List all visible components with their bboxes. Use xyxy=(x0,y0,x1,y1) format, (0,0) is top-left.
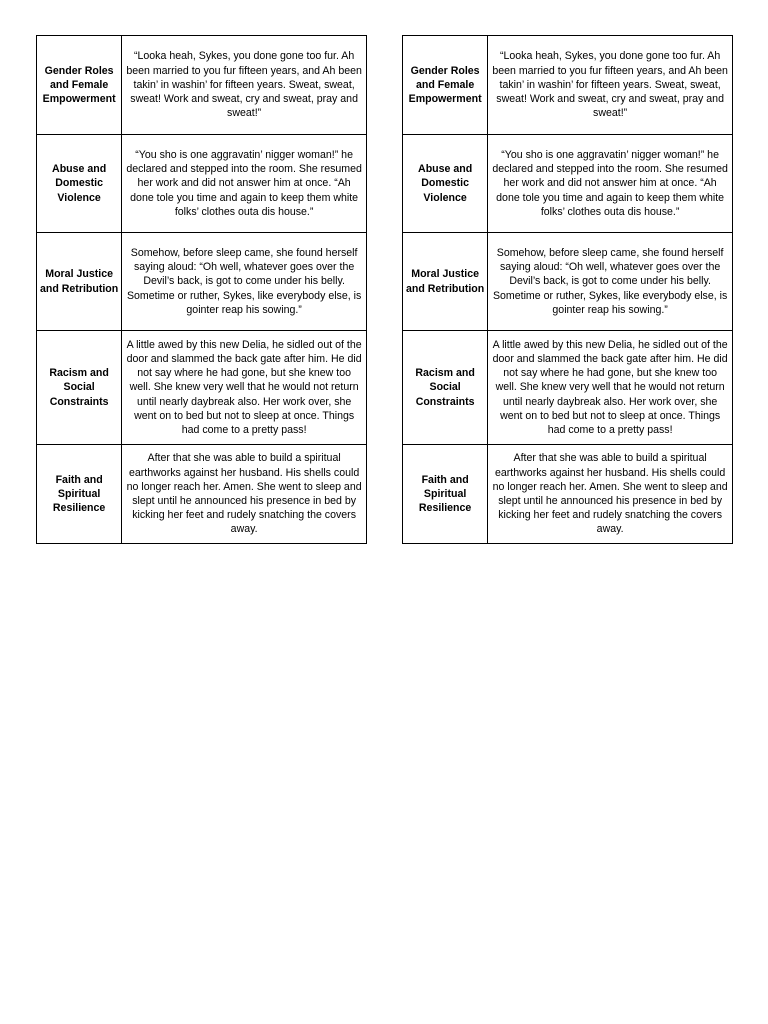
theme-cell: Gender Roles and Female Empowerment xyxy=(37,36,122,135)
quote-cell: After that she was able to build a spiritual earthworks against her husband. His shells could no longer reach her. Amen. She went to sleep and slept until he announced his presence in bed by kicking her feet and rudely snatching the covers away. xyxy=(122,445,367,544)
theme-cell: Moral Justice and Retribution xyxy=(403,233,488,331)
quote-cell: A little awed by this new Delia, he sidled out of the door and slammed the back gate after him. He did not say where he had gone, but she knew too well. She knew very well that he would not return until nearly daybreak also. Her work over, she went on to bed but not to sleep at once. Things had come to a pretty pass! xyxy=(122,331,367,445)
table-row xyxy=(37,36,367,135)
table-row xyxy=(37,135,367,233)
theme-cell: Abuse and Domestic Violence xyxy=(37,135,122,233)
table-row xyxy=(37,233,367,331)
table-row xyxy=(403,233,733,331)
theme-cell: Gender Roles and Female Empowerment xyxy=(403,36,488,135)
table-row xyxy=(403,445,733,544)
theme-cell: Moral Justice and Retribution xyxy=(37,233,122,331)
quote-cell: “You sho is one aggravatin’ nigger woman!” he declared and stepped into the room. She resumed her work and did not answer him at once. “Ah done tole you time and again to keep them white folks’ clothes outa dis house.” xyxy=(122,135,367,233)
table-row xyxy=(403,135,733,233)
theme-cell: Racism and Social Constraints xyxy=(403,331,488,445)
quote-cell: “You sho is one aggravatin’ nigger woman!” he declared and stepped into the room. She resumed her work and did not answer him at once. “Ah done tole you time and again to keep them white folks’ clothes outa dis house.” xyxy=(488,135,733,233)
table-row xyxy=(403,36,733,135)
quote-cell: Somehow, before sleep came, she found herself saying aloud: “Oh well, whatever goes over the Devil’s back, is got to come under his belly. Sometime or ruther, Sykes, like everybody else, is gointer reap his sowing.” xyxy=(122,233,367,331)
theme-cell: Abuse and Domestic Violence xyxy=(403,135,488,233)
theme-cell: Racism and Social Constraints xyxy=(37,331,122,445)
quote-cell: “Looka heah, Sykes, you done gone too fur. Ah been married to you fur fifteen years, and Ah been takin’ in washin’ for fifteen years. Sweat, sweat, sweat! Work and sweat, cry and sweat, pray and sweat!” xyxy=(488,36,733,135)
theme-cell: Faith and Spiritual Resilience xyxy=(37,445,122,544)
theme-quote-table-right xyxy=(402,35,733,544)
table-row xyxy=(403,331,733,445)
theme-cell: Faith and Spiritual Resilience xyxy=(403,445,488,544)
table-row xyxy=(37,331,367,445)
quote-cell: After that she was able to build a spiritual earthworks against her husband. His shells could no longer reach her. Amen. She went to sleep and slept until he announced his presence in bed by kicking her feet and rudely snatching the covers away. xyxy=(488,445,733,544)
quote-cell: “Looka heah, Sykes, you done gone too fur. Ah been married to you fur fifteen years, and Ah been takin’ in washin’ for fifteen years. Sweat, sweat, sweat! Work and sweat, cry and sweat, pray and sweat!” xyxy=(122,36,367,135)
quote-cell: A little awed by this new Delia, he sidled out of the door and slammed the back gate after him. He did not say where he had gone, but she knew too well. She knew very well that he would not return until nearly daybreak also. Her work over, she went on to bed but not to sleep at once. Things had come to a pretty pass! xyxy=(488,331,733,445)
theme-quote-table-left xyxy=(36,35,367,544)
table-row xyxy=(37,445,367,544)
quote-cell: Somehow, before sleep came, she found herself saying aloud: “Oh well, whatever goes over the Devil’s back, is got to come under his belly. Sometime or ruther, Sykes, like everybody else, is gointer reap his sowing.” xyxy=(488,233,733,331)
